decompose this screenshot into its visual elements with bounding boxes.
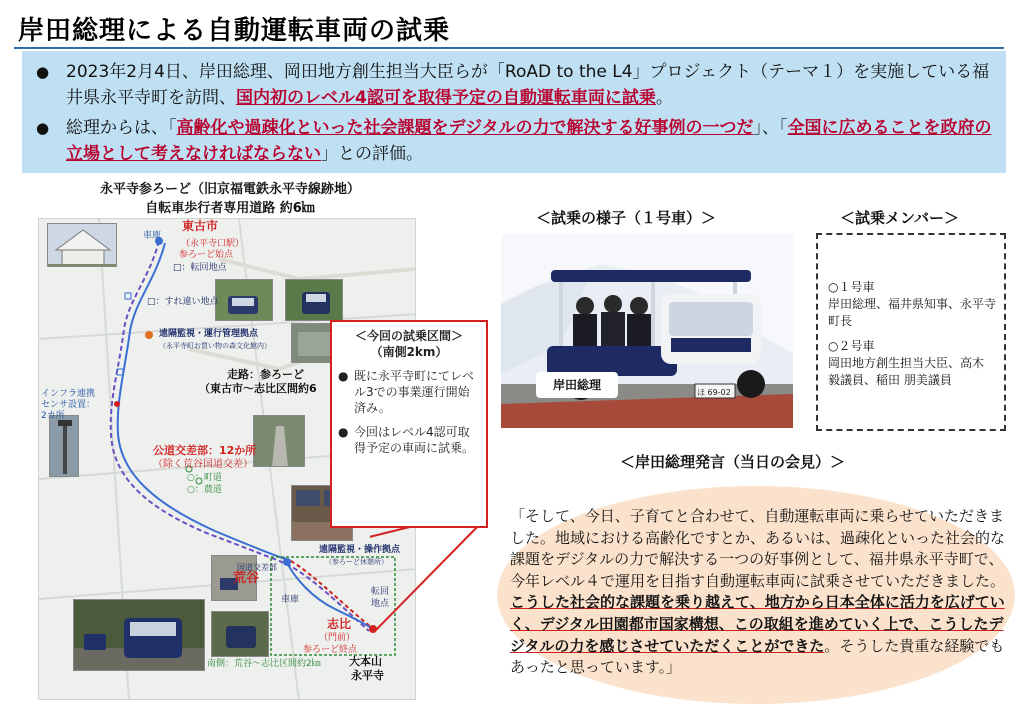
summary-text: 。 [655, 88, 673, 108]
turn-point-label-1: 転回 [371, 587, 390, 597]
ride-section-callout [330, 320, 488, 528]
callout-heading: ＜今回の試乗区間＞ [354, 329, 463, 343]
shihi-label: 志比 [327, 617, 352, 631]
callout-item-1-text: 既に永平寺町にてレベル3での事業運行開始済み。 [354, 369, 475, 415]
route-photo-1 [215, 279, 273, 321]
map-caption-line2: 自転車歩行者専用道路 約6㎞ [145, 201, 315, 216]
summary-highlight: 高齢化や過疎化といった社会課題をデジタルの力で解決する好事例の一つだ [176, 118, 754, 138]
bullet-icon: ● [36, 119, 50, 137]
car1-label: ○１号車 [828, 280, 875, 294]
route-photo-2 [285, 279, 343, 321]
callout-pointer [370, 520, 490, 640]
town-road-legend: ○：町道 [187, 473, 222, 483]
summary-text: 総理からは、「 [66, 118, 177, 138]
license-plate-text: ほ 69-02 [697, 388, 731, 397]
summary-bullet-1-text [66, 59, 992, 111]
bullet-icon: ● [338, 369, 349, 383]
remote-ops-label: 遠隔監視・運行管理拠点 [159, 329, 259, 339]
members-heading: ＜試乗メンバー＞ [840, 209, 959, 227]
passing-point-legend: □：すれ違い地点 [147, 297, 219, 307]
national-crossing-label: 国道交差部 [237, 563, 277, 572]
road-crossing-label: 公道交差部：12か所 [153, 444, 257, 457]
ride-photo [501, 234, 793, 428]
turn-point-legend: □：転回地点 [173, 263, 227, 273]
eiheiji-label: 永平寺 [351, 669, 384, 682]
car-photo-small [211, 611, 269, 657]
summary-highlight: 全国に広めることを政府の立場として考えなければならない [66, 118, 992, 164]
turn-point-label-2: 地点 [371, 599, 390, 609]
infra-sensor-label-2: センサ設置： [41, 400, 96, 410]
daihonzan-label: 大本山 [349, 655, 382, 668]
station-photo [47, 223, 117, 267]
summary-text: 」との評価。 [321, 144, 423, 164]
infra-sensor-label-1: インフラ連携 [41, 389, 96, 399]
map-caption-line1: 永平寺参ろーど（旧京福電鉄永平寺線跡地） [99, 182, 360, 197]
title-underline [14, 47, 1004, 49]
higashifuruichi-label: 東古市 [182, 219, 219, 233]
statement-text [510, 506, 1010, 679]
crossing-photo [253, 415, 305, 467]
statement-heading: ＜岸田総理発言（当日の会見）＞ [620, 453, 846, 471]
remote-control-label: 遠隔監視・操作拠点 [319, 545, 401, 555]
remote-control-sublabel: （参ろーど休憩所） [325, 558, 388, 566]
depot-station-label: （永平寺口駅） [181, 239, 245, 249]
ride-photo-heading: ＜試乗の様子（１号車）＞ [536, 209, 717, 227]
map-caption [70, 180, 390, 218]
summary-bullet-1 [36, 59, 992, 111]
route-label: 走路：参ろーど [227, 368, 304, 381]
vehicle-photo [73, 599, 205, 671]
farm-road-legend: ○：農道 [187, 485, 222, 495]
callout-item-1 [338, 368, 480, 416]
callout-subheading: （南側2km） [370, 345, 448, 359]
car1-members: 岸田総理、福井県知事、永平寺町長 [828, 297, 997, 328]
members-box [816, 233, 1006, 431]
summary-box [22, 51, 1006, 173]
summary-text: 2023年2月4日、岸田総理、岡田地方創生担当大臣らが「RoAD to the L4」プロジェクト（テーマ１）を実施している福井県永平寺町を訪問、 [66, 62, 990, 108]
statement-emphasis: こうした社会的な課題を乗り越えて、地方から日本全体に活力を広げていく、デジタル田園都市国家構想、この取組を進めていく上で、こうしたデジタルの力を感じさせていただくことができた [510, 593, 1005, 655]
sensor-pole-photo [49, 415, 79, 477]
kishida-name-tag: 岸田総理 [536, 372, 618, 398]
summary-highlight: 国内初のレベル4認可を取得予定の自動運転車両に試乗 [236, 88, 656, 108]
page-title: 岸田総理による自動運転車両の試乗 [18, 16, 451, 46]
car2-members: 岡田地方創生担当大臣、高木 毅議員、稲田 朋美議員 [828, 356, 985, 387]
road-crossing-note: （除く荒谷国道交差） [153, 459, 253, 470]
infra-sensor-label-3: 2カ所 [41, 411, 65, 421]
shihi-sublabel: （門前） [319, 633, 356, 643]
statement-plain: 「そして、今日、子育てと合わせて、自動運転車両に乗らせていただきました。地域における高齢化ですとか、あるいは、過疎化といった社会的な課題をデジタルの力で解決する一つの好事例として、福井県永平寺町で、今年レベル４で運用を目指す自動運転車両に試乗させていただきました。 [510, 507, 1006, 590]
end-point-label: 参ろーど終点 [303, 645, 358, 655]
route-length-label: （東古市〜志比区間約6 [199, 382, 317, 395]
summary-text: 」、「 [753, 118, 788, 138]
summary-bullet-2-text [66, 115, 992, 167]
callout-item-2 [338, 424, 480, 456]
start-point-label: 参ろーど始点 [179, 250, 234, 260]
araya-label: 荒谷 [233, 571, 260, 586]
south-section-label: 南側：荒谷〜志比区間約2㎞ [207, 659, 321, 669]
summary-bullet-2 [36, 115, 992, 167]
depot-label-north: 車庫 [143, 231, 162, 241]
bullet-icon: ● [36, 63, 50, 81]
ride-photo-graphic [501, 234, 793, 428]
callout-item-2-text: 今回はレベル4認可取得予定の車両に試乗。 [354, 425, 475, 455]
statement-end: 。そうした貴重な経験でもあったと思っています。」 [510, 636, 1005, 677]
bullet-icon: ● [338, 425, 349, 439]
remote-ops-sublabel: （永平寺町お買い物の森文化館内） [159, 342, 271, 350]
car2-label: ○２号車 [828, 339, 875, 353]
depot-label-south: 車庫 [281, 595, 300, 605]
